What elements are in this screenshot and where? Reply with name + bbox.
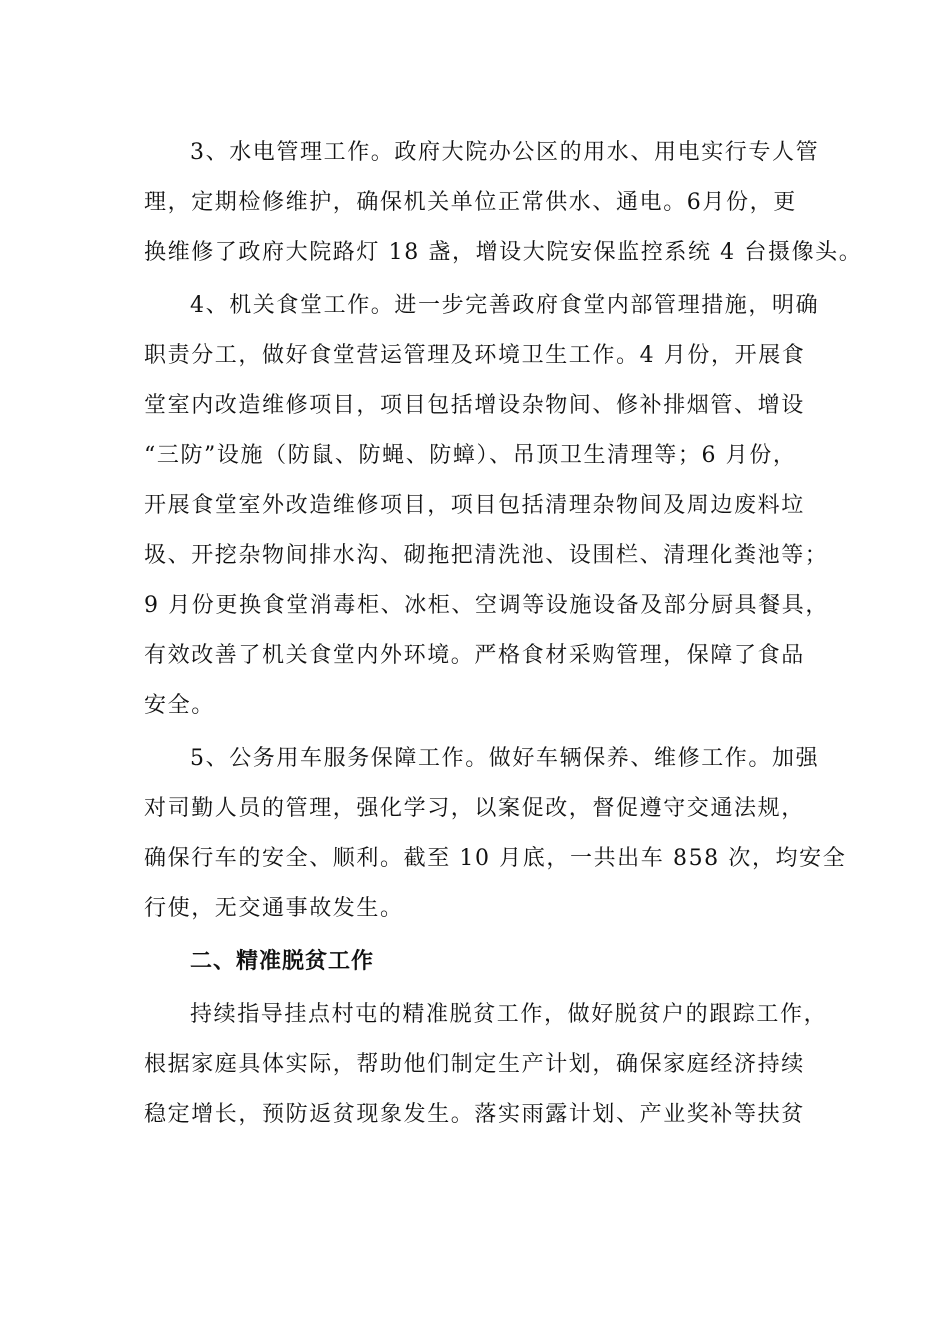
paragraph-5-line-3: 确保行车的安全、顺利。截至 10 月底，一共出车 858 次，均安全 (144, 846, 847, 871)
paragraph-4-line-4: “三防”设施（防鼠、防蝇、防蟑）、吊顶卫生清理等；6 月份， (144, 443, 797, 468)
paragraph-4-line-5: 开展食堂室外改造维修项目，项目包括清理杂物间及周边废料垃 (144, 493, 805, 518)
paragraph-4-line-1: 4、机关食堂工作。进一步完善政府食堂内部管理措施，明确 (190, 293, 820, 318)
paragraph-4-line-8: 有效改善了机关食堂内外环境。严格食材采购管理，保障了食品 (144, 643, 805, 668)
paragraph-4-line-2: 职责分工，做好食堂营运管理及环境卫生工作。4 月份，开展食 (144, 343, 806, 368)
paragraph-3-line-1: 3、水电管理工作。政府大院办公区的用水、用电实行专人管 (190, 140, 820, 165)
paragraph-6-line-1: 持续指导挂点村屯的精准脱贫工作，做好脱贫户的跟踪工作， (190, 1002, 828, 1027)
section-heading: 二、精准脱贫工作 (190, 949, 375, 974)
paragraph-4-line-7: 9 月份更换食堂消毒柜、冰柜、空调等设施设备及部分厨具餐具， (144, 593, 829, 618)
paragraph-5-line-1: 5、公务用车服务保障工作。做好车辆保养、维修工作。加强 (190, 746, 820, 771)
paragraph-6-line-2: 根据家庭具体实际，帮助他们制定生产计划，确保家庭经济持续 (144, 1052, 805, 1077)
paragraph-5-line-2: 对司勤人员的管理，强化学习，以案促改，督促遵守交通法规， (144, 796, 805, 821)
paragraph-6-line-3: 稳定增长，预防返贫现象发生。落实雨露计划、产业奖补等扶贫 (144, 1102, 805, 1127)
paragraph-3-line-2: 理，定期检修维护，确保机关单位正常供水、通电。6月份，更 (144, 190, 797, 215)
paragraph-5-line-4: 行使，无交通事故发生。 (144, 896, 404, 921)
paragraph-3-line-3: 换维修了政府大院路灯 18 盏，增设大院安保监控系统 4 台摄像头。 (144, 240, 863, 265)
paragraph-4-line-3: 堂室内改造维修项目，项目包括增设杂物间、修补排烟管、增设 (144, 393, 805, 418)
paragraph-4-line-9: 安全。 (144, 693, 215, 718)
paragraph-4-line-6: 圾、开挖杂物间排水沟、砌拖把清洗池、设围栏、清理化粪池等； (144, 543, 829, 568)
